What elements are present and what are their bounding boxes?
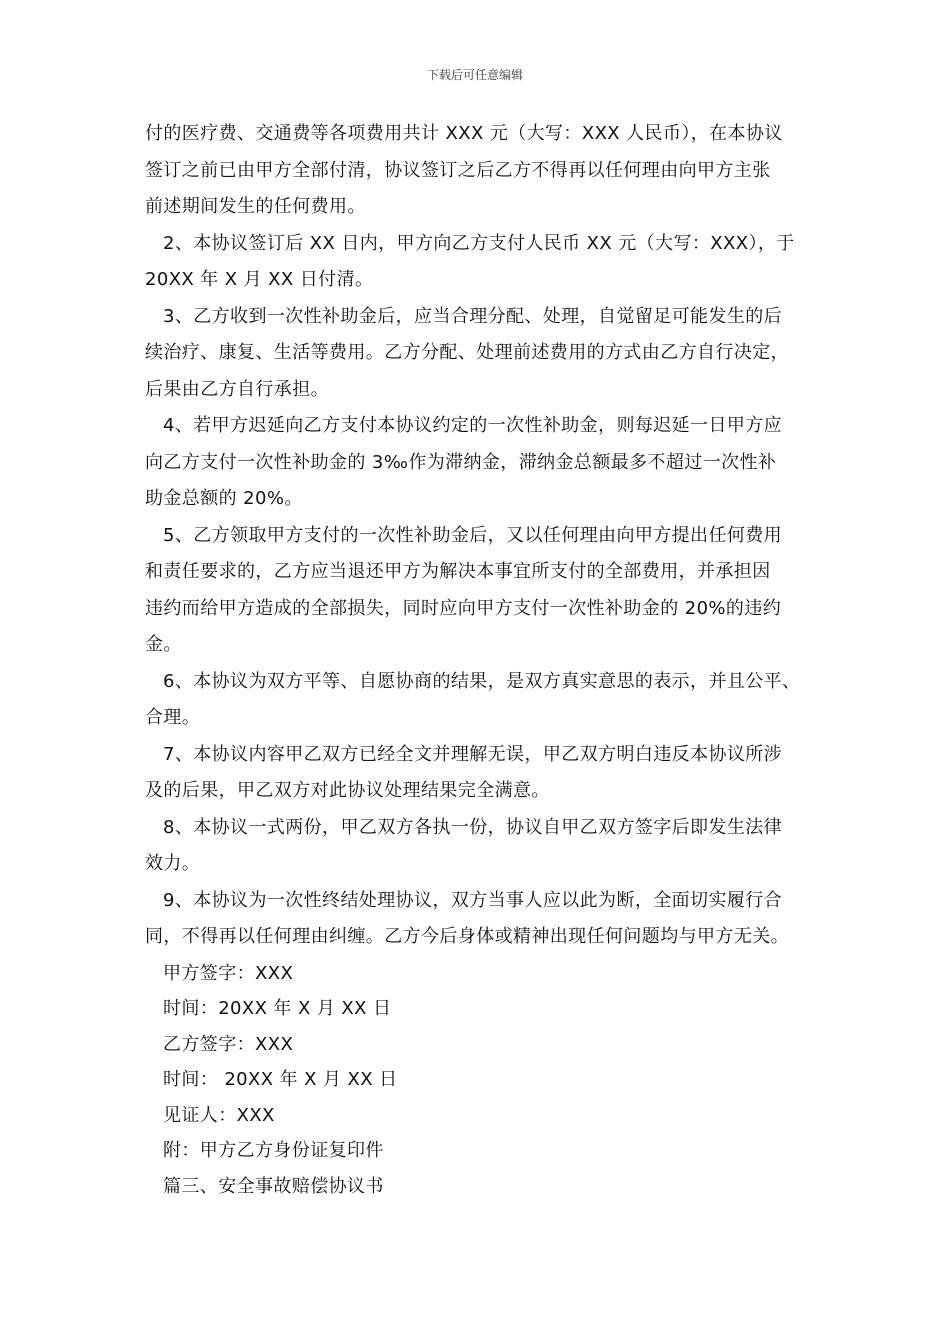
text-line: 20XX 年 X 月 XX 日付清。 (145, 269, 374, 290)
text-line: 及的后果，甲乙双方对此协议处理结果完全满意。 (145, 780, 550, 801)
attachment-note: 附：甲方乙方身份证复印件 (163, 1140, 384, 1161)
text-line: 和责任要求的，乙方应当退还甲方为解决本事宜所支付的全部费用，并承担因 (145, 561, 771, 582)
text-line: 3、乙方收到一次性补助金后，应当合理分配、处理，自觉留足可能发生的后 (163, 305, 783, 327)
text-line: 违约而给甲方造成的全部损失，同时应向甲方支付一次性补助金的 20%的违约 (145, 597, 782, 619)
party-a-date: 时间：20XX 年 X 月 XX 日 (163, 998, 392, 1019)
text-line: 签订之前已由甲方全部付清，协议签订之后乙方不得再以任何理由向甲方主张 (145, 159, 771, 181)
text-line: 7、本协议内容甲乙双方已经全文并理解无误，甲乙双方明白违反本协议所涉 (163, 743, 783, 765)
text-line: 续治疗、康复、生活等费用。乙方分配、处理前述费用的方式由乙方自行决定， (145, 342, 789, 363)
clause-5 (145, 518, 825, 664)
text-line: 向乙方支付一次性补助金的 3‰作为滞纳金，滞纳金总额最多不超过一次性补 (145, 451, 777, 473)
paragraph-1-continued (145, 116, 825, 226)
page-header: 下载后可任意编辑 (426, 68, 523, 82)
text-line: 2、本协议签订后 XX 日内，甲方向乙方支付人民币 XX 元（大写：XXX），于 (163, 232, 795, 254)
clause-2 (145, 226, 825, 299)
text-line: 同，不得再以任何理由纠缠。乙方今后身体或精神出现任何问题均与甲方无关。 (145, 926, 789, 947)
text-line: 9、本协议为一次性终结处理协议，双方当事人应以此为断，全面切实履行合 (163, 889, 783, 911)
section-heading: 篇三、安全事故赔偿协议书 (163, 1175, 384, 1197)
clause-8 (145, 810, 825, 883)
party-a-signature: 甲方签字：XXX (163, 962, 294, 984)
text-line: 8、本协议一式两份，甲乙双方各执一份，协议自甲乙双方签字后即发生法律 (163, 816, 783, 838)
text-line: 合理。 (145, 707, 201, 728)
clause-6 (145, 664, 825, 737)
text-line: 付的医疗费、交通费等各项费用共计 XXX 元（大写：XXX 人民币），在本协议 (145, 123, 783, 144)
text-line: 5、乙方领取甲方支付的一次性补助金后，又以任何理由向甲方提出任何费用 (163, 524, 783, 546)
witness-signature: 见证人：XXX (163, 1104, 275, 1126)
clause-9 (145, 883, 825, 956)
text-line: 6、本协议为双方平等、自愿协商的结果，是双方真实意思的表示，并且公平、 (163, 670, 801, 692)
clause-4 (145, 408, 825, 518)
document-body (145, 116, 825, 1204)
text-line: 助金总额的 20%。 (145, 488, 303, 509)
party-b-date: 时间： 20XX 年 X 月 XX 日 (163, 1069, 398, 1090)
text-line: 前述期间发生的任何费用。 (145, 196, 366, 217)
text-line: 效力。 (145, 853, 201, 874)
text-line: 4、若甲方迟延向乙方支付本协议约定的一次性补助金，则每迟延一日甲方应 (163, 415, 783, 436)
text-line: 金。 (145, 634, 182, 655)
text-line: 后果由乙方自行承担。 (145, 378, 329, 400)
clause-7 (145, 737, 825, 810)
party-b-signature: 乙方签字：XXX (163, 1033, 294, 1055)
clause-3 (145, 299, 825, 409)
